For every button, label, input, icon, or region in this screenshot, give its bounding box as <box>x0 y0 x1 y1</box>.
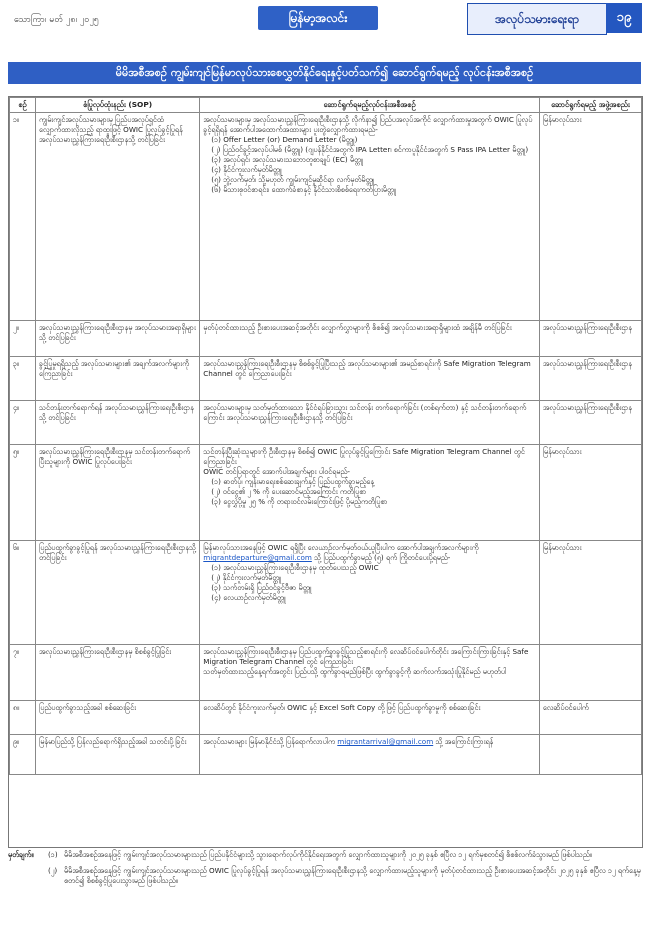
footnote-number: (၁) <box>48 850 58 859</box>
row-number: ၅။ <box>10 445 36 541</box>
newspaper-masthead: မြန်မာ့အလင်း <box>258 6 378 30</box>
activity-line: သင်တန်းပြီးဆုံးသူများကို ဦးစီးဌာနမှ စိစစ်၍ OWIC ပြုလုပ်ခွင့်ပြုကြောင်း Safe Migration Telegram Channel တွင် ကြေညာခြင်း <box>203 447 525 466</box>
header-no: စဉ် <box>10 98 36 113</box>
header-sop: စံပြုလုပ်ထုံးနည်း (SOP) <box>36 98 200 113</box>
organization-cell <box>539 735 641 775</box>
article-banner: မိမိအစီအစဉ် ကျွမ်းကျင်မြန်မာလုပ်သားစေလွှတ်နိုင်ရေးနှင့်ပတ်သက်၍ ဆောင်ရွက်ရမည့် လုပ်ငန်းအစီအစဉ် <box>8 62 641 84</box>
sop-cell: သင်တန်းတက်ရောက်ရန် အလုပ်သမားညွှန်ကြားရေးဦးစီးဌာနသို့ တင်ပြခြင်း <box>36 401 200 445</box>
activity-line: အလုပ်သမားများမှ သတ်မှတ်ထားသော နိုင်ငံရပ်ခြားသွား သင်တန်း တက်ရောက်ခြင်း (တစ်ရက်တာ) နှင့် သင်တန်းတက်ရောက်ကြောင်း အလုပ်သမားညွှန်ကြားရေးဦးစီးဌာနသို့ တင်ပြခြင်း <box>203 403 527 422</box>
organization-cell: လေဆိပ်ဝင်ပေါက် <box>539 701 641 735</box>
organization-cell: အလုပ်သမားညွှန်ကြားရေးဦးစီးဌာန <box>539 357 641 401</box>
activity-cell <box>200 113 540 321</box>
table-row <box>10 321 642 357</box>
table-row <box>10 541 642 645</box>
table-row <box>10 645 642 701</box>
row-number: ၈။ <box>10 701 36 735</box>
email-link[interactable]: migrantarrival@gmail.com <box>337 737 434 746</box>
activity-line: အလုပ်သမားညွှန်ကြားရေးဦးစီးဌာနမှ ပြည်ပထွက်ခွာခွင့်ပြုသည့်စာရင်းကို လေဆိပ်ဝင်ပေါက်တိုင်း အကြောင်းကြားခြင်းနှင့် Safe Migration Telegram Channel တွင် ကြေညာခြင်း <box>203 647 529 666</box>
footnote-number: (၂) <box>48 866 58 875</box>
table-row <box>10 113 642 321</box>
page-number: ၁၉ <box>606 3 642 33</box>
organization-cell: မြန်မာလုပ်သား <box>539 445 641 541</box>
table-row <box>10 357 642 401</box>
activity-cell <box>200 357 540 401</box>
issue-date: သောကြာ၊ မတ် ၂၈၊ ၂၀၂၅ <box>14 15 99 25</box>
section-title: အလုပ်သမားရေးရာ <box>467 3 607 35</box>
activity-line: အလုပ်သမားများမှ အလုပ်သမားညွှန်ကြားရေးဦးစီးဌာနသို့ လိုက်နာ၍ ပြည်ပအလုပ်အကိုင် လျှောက်ထားမှုအတွက် OWIC ပြုလုပ်ခွင့်ရရှိရန် အောက်ပါအထောက်အထားများ ပူးတွဲလျှောက်ထားရမည်- <box>203 115 533 134</box>
table-row <box>10 735 642 775</box>
organization-cell: မြန်မာလုပ်သား <box>539 113 641 321</box>
activity-line: (၁) ဓာတ်ပုံ၊ ကျန်းမာရေးစစ်ဆေးချက်နှင့် ပြည်ပထွက်ခွာမည့်နေ့ <box>211 477 375 486</box>
footnote-1 <box>8 850 641 860</box>
organization-cell: အလုပ်သမားညွှန်ကြားရေးဦးစီးဌာန <box>539 321 641 357</box>
row-number: ၇။ <box>10 645 36 701</box>
organization-cell: အလုပ်သမားညွှန်ကြားရေးဦးစီးဌာန <box>539 401 641 445</box>
activity-line: (၃) သက်တမ်းရှိ ပြည်ဝင်ခွင့်ဗီဇာ မိတ္တူ <box>211 583 312 592</box>
footnotes <box>8 850 641 928</box>
activity-line: (၆) မိသားစုဝင်စာရင်း၊ ထောက်ခံစာနှင့် နိုင်ငံသားစိစစ်ရေးကတ်ပြားမိတ္တူ <box>211 185 397 194</box>
sop-cell: အလုပ်သမားညွှန်ကြားရေးဦးစီးဌာနမှ သင်တန်းတက်ရောက်ပြီးသူများကို OWIC ပြုလုပ်ပေးခြင်း <box>36 445 200 541</box>
table-header-row <box>10 98 642 113</box>
notes-label: မှတ်ချက်။ <box>8 850 34 859</box>
activity-line: (၄) လေယာဉ်လက်မှတ်မိတ္တူ <box>211 593 286 602</box>
activity-cell <box>200 401 540 445</box>
activity-line: OWIC တင်ပြရာတွင် အောက်ပါအချက်များ ပါဝင်ရမည်- <box>203 467 350 476</box>
sop-cell: ပြည်ပထွက်ခွာသည့်အခါ စစ်ဆေးခြင်း <box>36 701 200 735</box>
header-organization: ဆောင်ရွက်ရမည့် အဖွဲ့အစည်း <box>539 98 641 113</box>
table-row <box>10 401 642 445</box>
email-link[interactable]: migrantdeparture@gmail.com <box>203 553 312 562</box>
activity-line: အလုပ်သမားညွှန်ကြားရေးဦးစီးဌာနမှ စိစစ်ခွင့်ပြုပြီးသည့် အလုပ်သမားများ၏ အမည်စာရင်းကို Safe Migration Telegram Channel တွင် ကြေညာပေးခြင်း <box>203 359 531 378</box>
activity-line: လေဆိပ်တွင် နိုင်ငံကူးလက်မှတ်၊ OWIC နှင့် Excel Soft Copy တို့ဖြင့် ပြည်ပထွက်ခွာမှုကို စစ်ဆေးခြင်း <box>203 703 481 712</box>
activity-line: (၄) နိုင်ငံကူးလက်မှတ်မိတ္တူ <box>211 165 282 174</box>
footnote-text: မိမိအစီအစဉ်အနေဖြင့် ကျွမ်းကျင်အလုပ်သမားများသည် ပြည်ပနိုင်ငံများသို့ သွားရောက်လုပ်ကိုင်နိုင်ရေးအတွက် လျှောက်ထားသူများကို ၂၀၂၅ ခုနှစ် ဧပြီလ ၁၂ ရက်မှစတင်၍ စိစစ်လက်ခံသွားမည် ဖြစ်ပါသည်။ <box>64 850 592 859</box>
activity-line: (၃) အလုပ်ရှင်၊ အလုပ်သမားသဘောတူစာချုပ် (EC) မိတ္တူ <box>211 155 364 164</box>
row-number: ၂။ <box>10 321 36 357</box>
activity-line: (၂) ပြည်ဝင်ခွင့်အလုပ်ပါမစ် (မိတ္တူ) (ဂျပန်နိုင်ငံအတွက် IPA Letter၊ စင်ကာပူနိုင်ငံအတွက် S Pass IPA Letter မိတ္တူ) <box>211 145 529 154</box>
activity-line: မြန်မာလုပ်သားအနေဖြင့် OWIC ရရှိပြီး လေယာဉ်လက်မှတ်ဝယ်ယူပြီးပါက အောက်ပါအချက်အလက်များကို migrantdeparture@gmail.com သို့ ပြည်ပထွက်ခွာမည့် (၅) ရက် ကြိုတင်ပေးပို့ရမည်- <box>203 543 479 562</box>
row-number: ၃။ <box>10 357 36 401</box>
row-number: ၄။ <box>10 401 36 445</box>
sop-cell: ပြည်ပထွက်ခွာခွင့်ပြုရန် အလုပ်သမားညွှန်ကြားရေးဦးစီးဌာနသို့ တင်ပြခြင်း <box>36 541 200 645</box>
activity-line: (၁) အလုပ်သမားညွှန်ကြားရေးဦးစီးဌာနမှ ထုတ်ပေးသည့် OWIC <box>211 563 379 572</box>
procedure-table-container <box>8 96 643 848</box>
table-body <box>10 113 642 775</box>
procedure-table <box>9 97 642 775</box>
activity-line: (၃) ငွေလွှဲပို့မှု ၂၅ % ကို တရားဝင်လမ်းကြောင်းဖြင့် ပို့မည့်ကတိပြုစာ <box>211 497 388 506</box>
activity-line: သတ်မှတ်ထားသည့်နေ့ရက်အတွင်း ပြည်ပသို့ ထွက်ခွာရမည်ဖြစ်ပြီး ထွက်ခွာခွင့်ကို ဆက်လက်အသုံးပြုနိုင်မည် မဟုတ်ပါ <box>203 667 507 676</box>
sop-cell: ကျွမ်းကျင်အလုပ်သမားများမှ ပြည်ပအလုပ်ရှင်ထံ လျှောက်ထားလိုသည့် ရာထူးဖြင့် OWIC ပြုလုပ်ခွင့်ပြုရန် အလုပ်သမားညွှန်ကြားရေးဦးစီးဌာနသို့ တင်ပြခြင်း <box>36 113 200 321</box>
organization-cell <box>539 645 641 701</box>
sop-cell: မြန်မာပြည်သို့ ပြန်လည်ရောက်ရှိသည့်အခါ သတင်းပို့ခြင်း <box>36 735 200 775</box>
activity-cell <box>200 735 540 775</box>
activity-cell <box>200 645 540 701</box>
table-row <box>10 445 642 541</box>
header-activity: ဆောင်ရွက်ရမည့်လုပ်ငန်းအစီအစဉ် <box>200 98 540 113</box>
activity-line: မှတ်ပုံတင်ထားသည့် ဦးစားပေးအဆင့်အတိုင်း လျှောက်လွှာများကို စိစစ်၍ အလုပ်သမားအရာရှိများထံ အချိန်မီ တင်ပြခြင်း <box>203 323 512 332</box>
activity-line: အလုပ်သမားများ မြန်မာနိုင်ငံသို့ ပြန်ရောက်လာပါက migrantarrival@gmail.com သို့ အကြောင်းကြားရန် <box>203 737 494 746</box>
footnote-text: မိမိအစီအစဉ်အနေဖြင့် ကျွမ်းကျင်အလုပ်သမားများသည် OWIC ပြုလုပ်ခွင့်ပြုရန် အလုပ်သမားညွှန်ကြားရေးဦးစီးဌာနသို့ လျှောက်ထားမည့်သူများကို မှတ်ပုံတင်ထားသည့် ဦးစားပေးအဆင့်အတိုင်း ၂၀၂၅ ခုနှစ် ဧပြီလ ၁၂ ရက်နေ့မှစတင်၍ စိစစ်ခွင့်ပြုပေးသွားမည် ဖြစ်ပါသည်။ <box>64 866 641 885</box>
activity-line: (၁) Offer Letter (or) Demand Letter (မိတ္တူ) <box>211 135 358 144</box>
footnote-2 <box>8 866 641 886</box>
activity-line: (၂) ဝင်ငွေ၏ ၂ % ကို ပေးဆောင်မည့်အကြောင်း ကတိပြုစာ <box>211 487 367 496</box>
sop-cell: ခွင့်ပြုမှုရရှိသည့် အလုပ်သမားများ၏ အချက်အလက်များကို ကြေညာခြင်း <box>36 357 200 401</box>
table-row <box>10 701 642 735</box>
row-number: ၁။ <box>10 113 36 321</box>
organization-cell: မြန်မာလုပ်သား <box>539 541 641 645</box>
page-header <box>0 0 650 46</box>
activity-cell <box>200 541 540 645</box>
activity-line: (၂) နိုင်ငံကူးလက်မှတ်မိတ္တူ <box>211 573 282 582</box>
activity-cell <box>200 321 540 357</box>
sop-cell: အလုပ်သမားညွှန်ကြားရေးဦးစီးဌာနမှ အလုပ်သမားအရာရှိများသို့ တင်ပြခြင်း <box>36 321 200 357</box>
sop-cell: အလုပ်သမားညွှန်ကြားရေးဦးစီးဌာနမှ စိစစ်ခွင့်ပြုခြင်း <box>36 645 200 701</box>
activity-cell <box>200 701 540 735</box>
activity-cell <box>200 445 540 541</box>
row-number: ၆။ <box>10 541 36 645</box>
activity-line: (၅) ဘွဲ့လက်မှတ်၊ သို့မဟုတ် ကျွမ်းကျင်မှုဆိုင်ရာ လက်မှတ်မိတ္တူ <box>211 175 375 184</box>
row-number: ၉။ <box>10 735 36 775</box>
